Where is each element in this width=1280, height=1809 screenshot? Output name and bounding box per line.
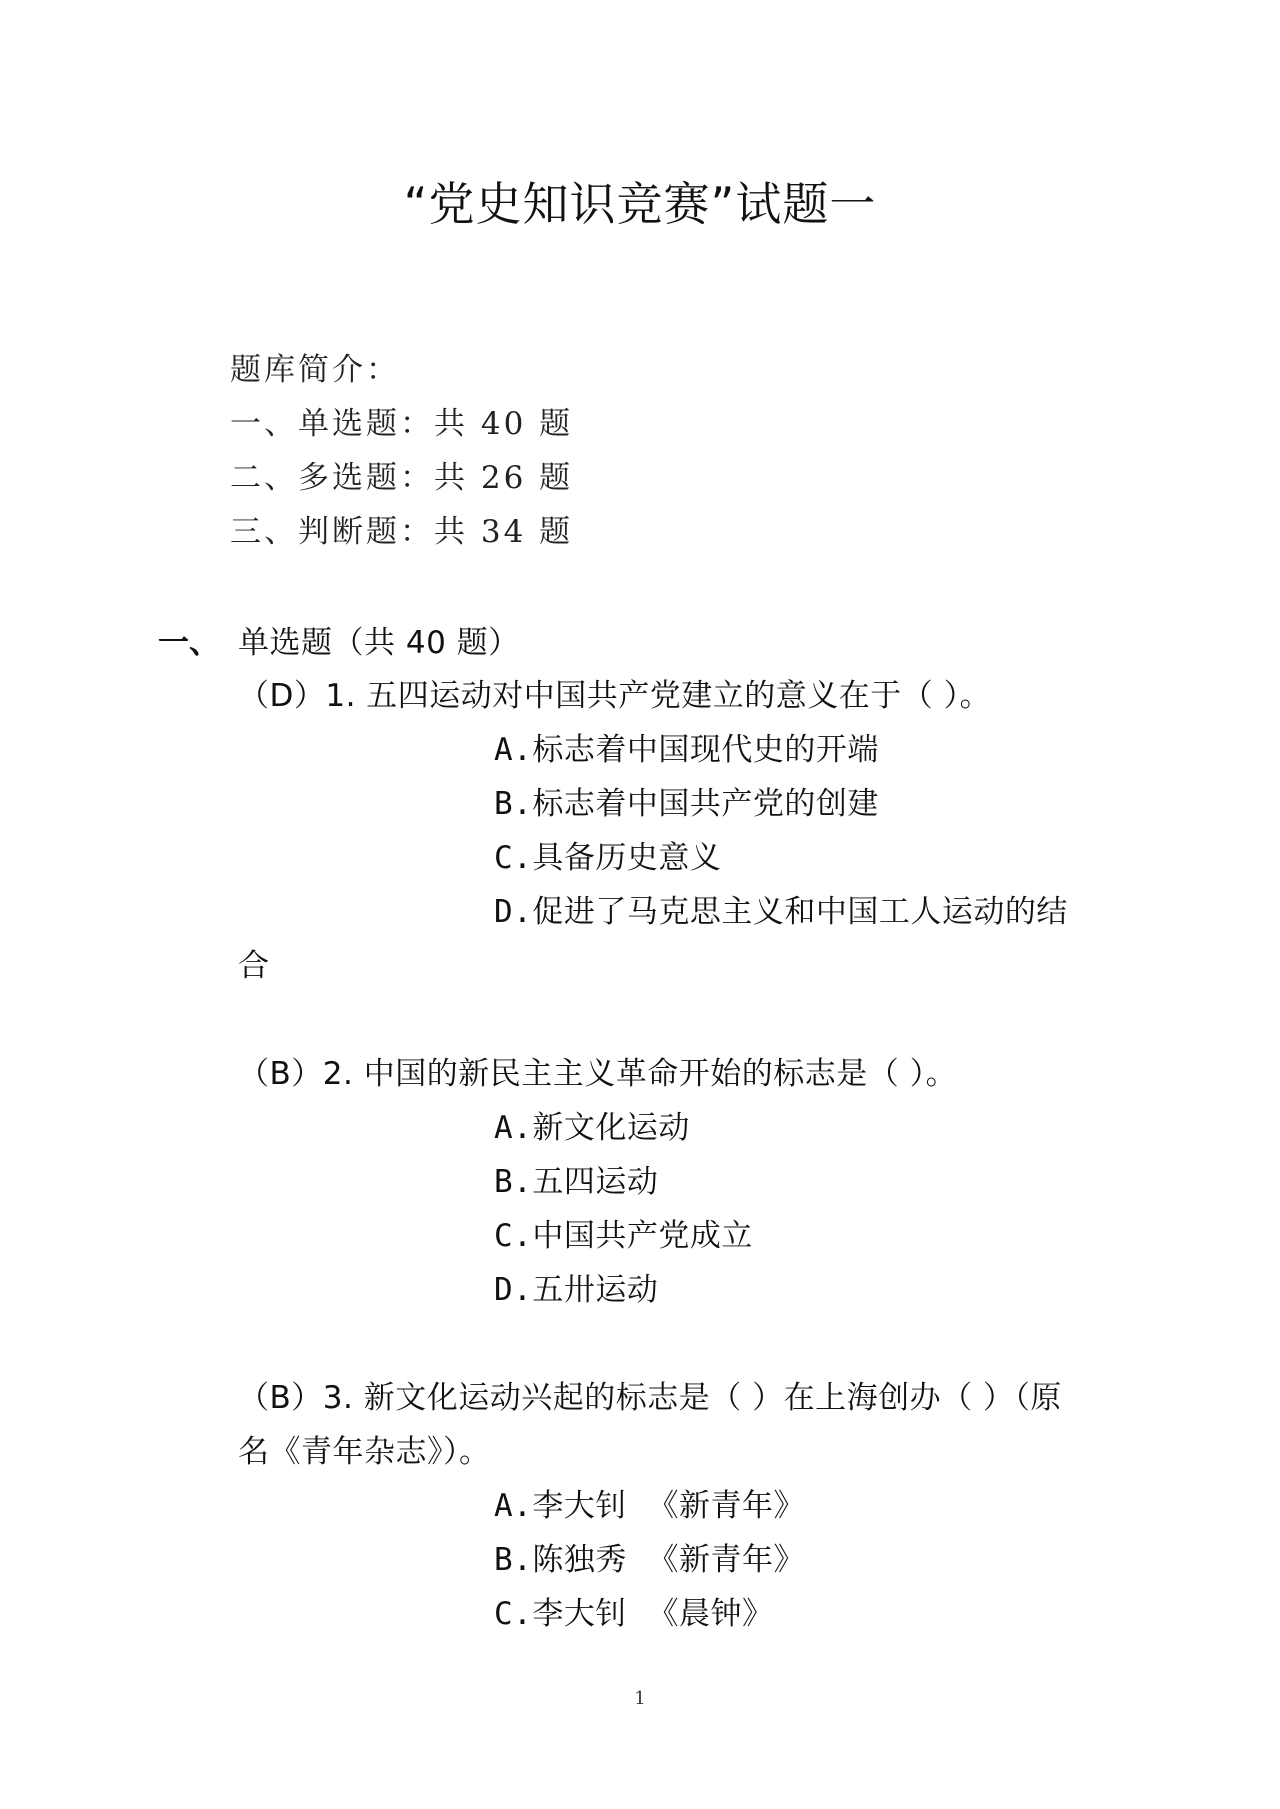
option-a <box>494 724 879 769</box>
option-text: 具备历史意义 <box>532 840 722 876</box>
option-d <box>494 1264 658 1309</box>
option-text: 标志着中国现代史的开端 <box>532 732 879 768</box>
option-wrap-text: 合 <box>238 948 270 984</box>
option-c <box>494 1588 774 1633</box>
option-b <box>494 778 879 823</box>
option-letter: A. <box>494 1488 533 1524</box>
option-a <box>494 1480 805 1525</box>
question-stem: 2. 中国的新民主主义革命开始的标志是（ ）。 <box>322 1056 958 1092</box>
option-letter: C. <box>494 1218 533 1254</box>
question-stem: 3. 新文化运动兴起的标志是（ ）在上海创办（ ）（原 <box>322 1380 1062 1416</box>
option-text: 促进了马克思主义和中国工人运动的结 <box>532 894 1068 930</box>
answer-marker: （B） <box>238 1056 323 1092</box>
option-text: 五卅运动 <box>532 1272 659 1308</box>
option-letter: B. <box>494 1164 533 1200</box>
option-a <box>494 1102 690 1147</box>
option-c <box>494 832 721 877</box>
option-text: 中国共产党成立 <box>532 1218 753 1254</box>
option-b <box>494 1156 658 1201</box>
option-text: 李大钊 《新青年》 <box>532 1488 806 1524</box>
page-title: “党史知识竞赛”试题一 <box>403 177 877 231</box>
answer-marker: （D） <box>238 678 326 714</box>
intro-line-true-false: 三、判断题：共 34 题 <box>230 514 574 550</box>
question-stem-wrap: 名《青年杂志》）。 <box>238 1434 491 1470</box>
option-text: 标志着中国共产党的创建 <box>532 786 879 822</box>
option-text: 陈独秀 《新青年》 <box>532 1542 806 1578</box>
answer-marker: （B） <box>238 1380 323 1416</box>
question-item <box>238 1372 1062 1417</box>
section-number: 一、 <box>158 625 220 661</box>
option-b <box>494 1534 805 1579</box>
option-letter: B. <box>494 786 533 822</box>
question-item <box>238 1048 957 1093</box>
option-letter: D. <box>494 1272 533 1308</box>
option-text: 五四运动 <box>532 1164 659 1200</box>
option-text: 新文化运动 <box>532 1110 690 1146</box>
option-letter: C. <box>494 1596 533 1632</box>
intro-heading: 题库简介： <box>230 352 400 388</box>
question-stem: 1. 五四运动对中国共产党建立的意义在于（ ）。 <box>325 678 992 714</box>
option-letter: A. <box>494 732 533 768</box>
option-letter: D. <box>494 894 533 930</box>
option-d <box>494 886 1068 931</box>
option-letter: C. <box>494 840 533 876</box>
option-letter: A. <box>494 1110 533 1146</box>
option-c <box>494 1210 753 1255</box>
question-item <box>238 670 991 715</box>
option-letter: B. <box>494 1542 533 1578</box>
intro-line-single-choice: 一、单选题：共 40 题 <box>230 406 574 442</box>
section-title: 单选题（共 40 题） <box>238 625 520 661</box>
option-text: 李大钊 《晨钟》 <box>532 1596 774 1632</box>
page-number: 1 <box>634 1688 646 1709</box>
intro-line-multi-choice: 二、多选题：共 26 题 <box>230 460 574 496</box>
